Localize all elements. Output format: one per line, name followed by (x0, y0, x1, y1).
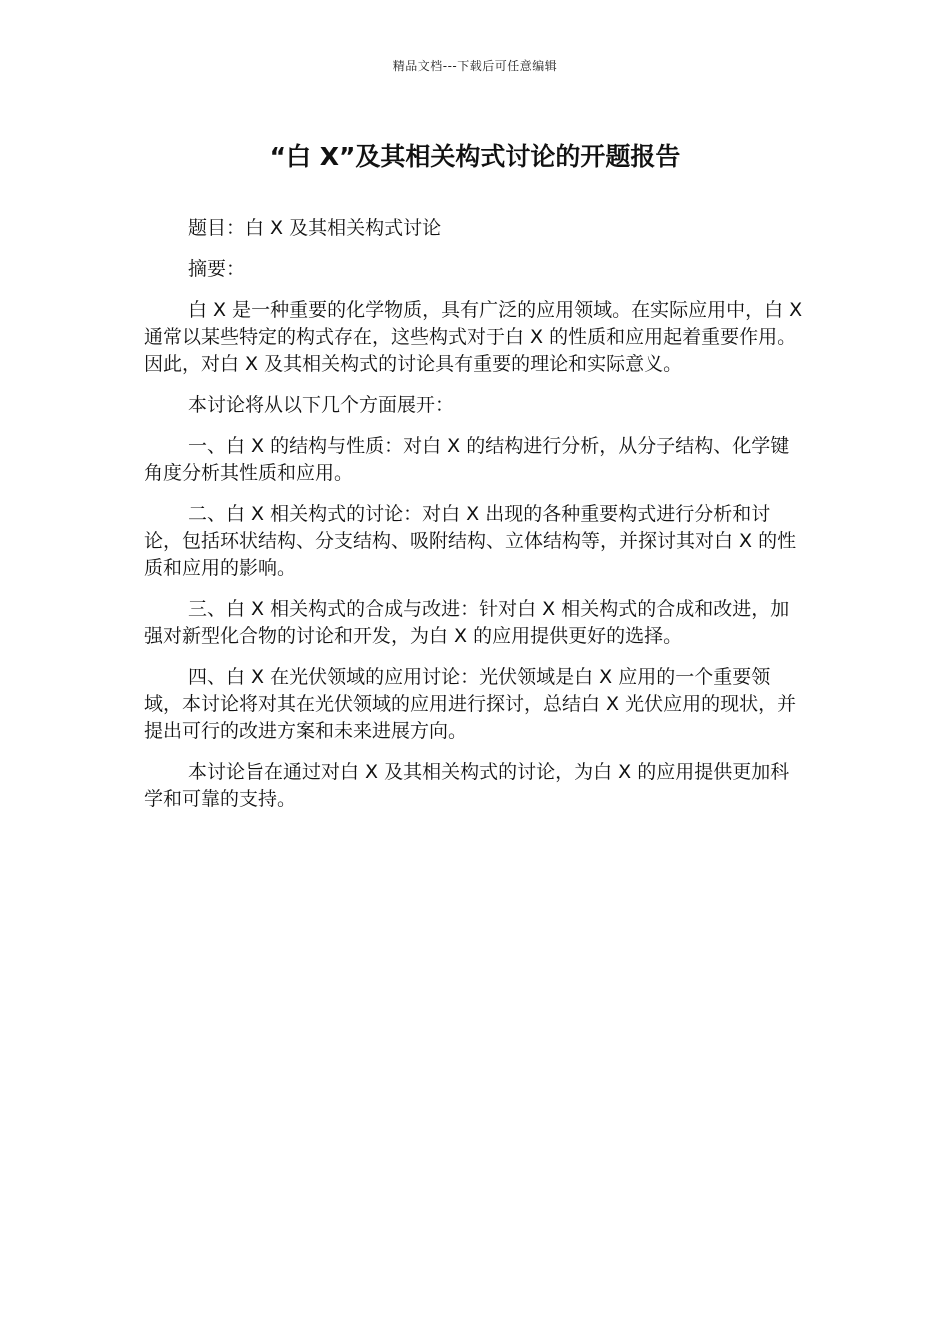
paragraph-conclusion: 本讨论旨在通过对白 X 及其相关构式的讨论，为白 X 的应用提供更加科学和可靠的支持。 (144, 761, 790, 810)
paragraph-abstract-label: 摘要： (188, 258, 246, 280)
paragraph-outline-lead: 本讨论将从以下几个方面展开： (188, 394, 455, 416)
paragraph-section-2: 二、白 X 相关构式的讨论：对白 X 出现的各种重要构式进行分析和讨论，包括环状结构、分支结构、吸附结构、立体结构等，并探讨其对白 X 的性质和应用的影响。 (144, 503, 797, 579)
paragraph-section-4: 四、白 X 在光伏领域的应用讨论：光伏领域是白 X 应用的一个重要领域，本讨论将对其在光伏领域的应用进行探讨，总结白 X 光伏应用的现状，并提出可行的改进方案和未来进展方向。 (144, 666, 797, 742)
document-body (144, 215, 808, 827)
paragraph-section-3: 三、白 X 相关构式的合成与改进：针对白 X 相关构式的合成和改进，加强对新型化合物的讨论和开发，为白 X 的应用提供更好的选择。 (144, 598, 790, 647)
paragraph-topic: 题目：白 X 及其相关构式讨论 (188, 217, 442, 239)
paragraph-intro: 白 X 是一种重要的化学物质，具有广泛的应用领域。在实际应用中，白 X 通常以某些特定的构式存在，这些构式对于白 X 的性质和应用起着重要作用。因此，对白 X 及其相关构式的讨论具有重要的理论和实际意义。 (144, 299, 803, 375)
paragraph-section-1: 一、白 X 的结构与性质：对白 X 的结构进行分析，从分子结构、化学键角度分析其性质和应用。 (144, 435, 790, 484)
document-title: “白 X”及其相关构式讨论的开题报告 (269, 142, 681, 171)
header-note: 精品文档---下载后可任意编辑 (392, 59, 558, 73)
